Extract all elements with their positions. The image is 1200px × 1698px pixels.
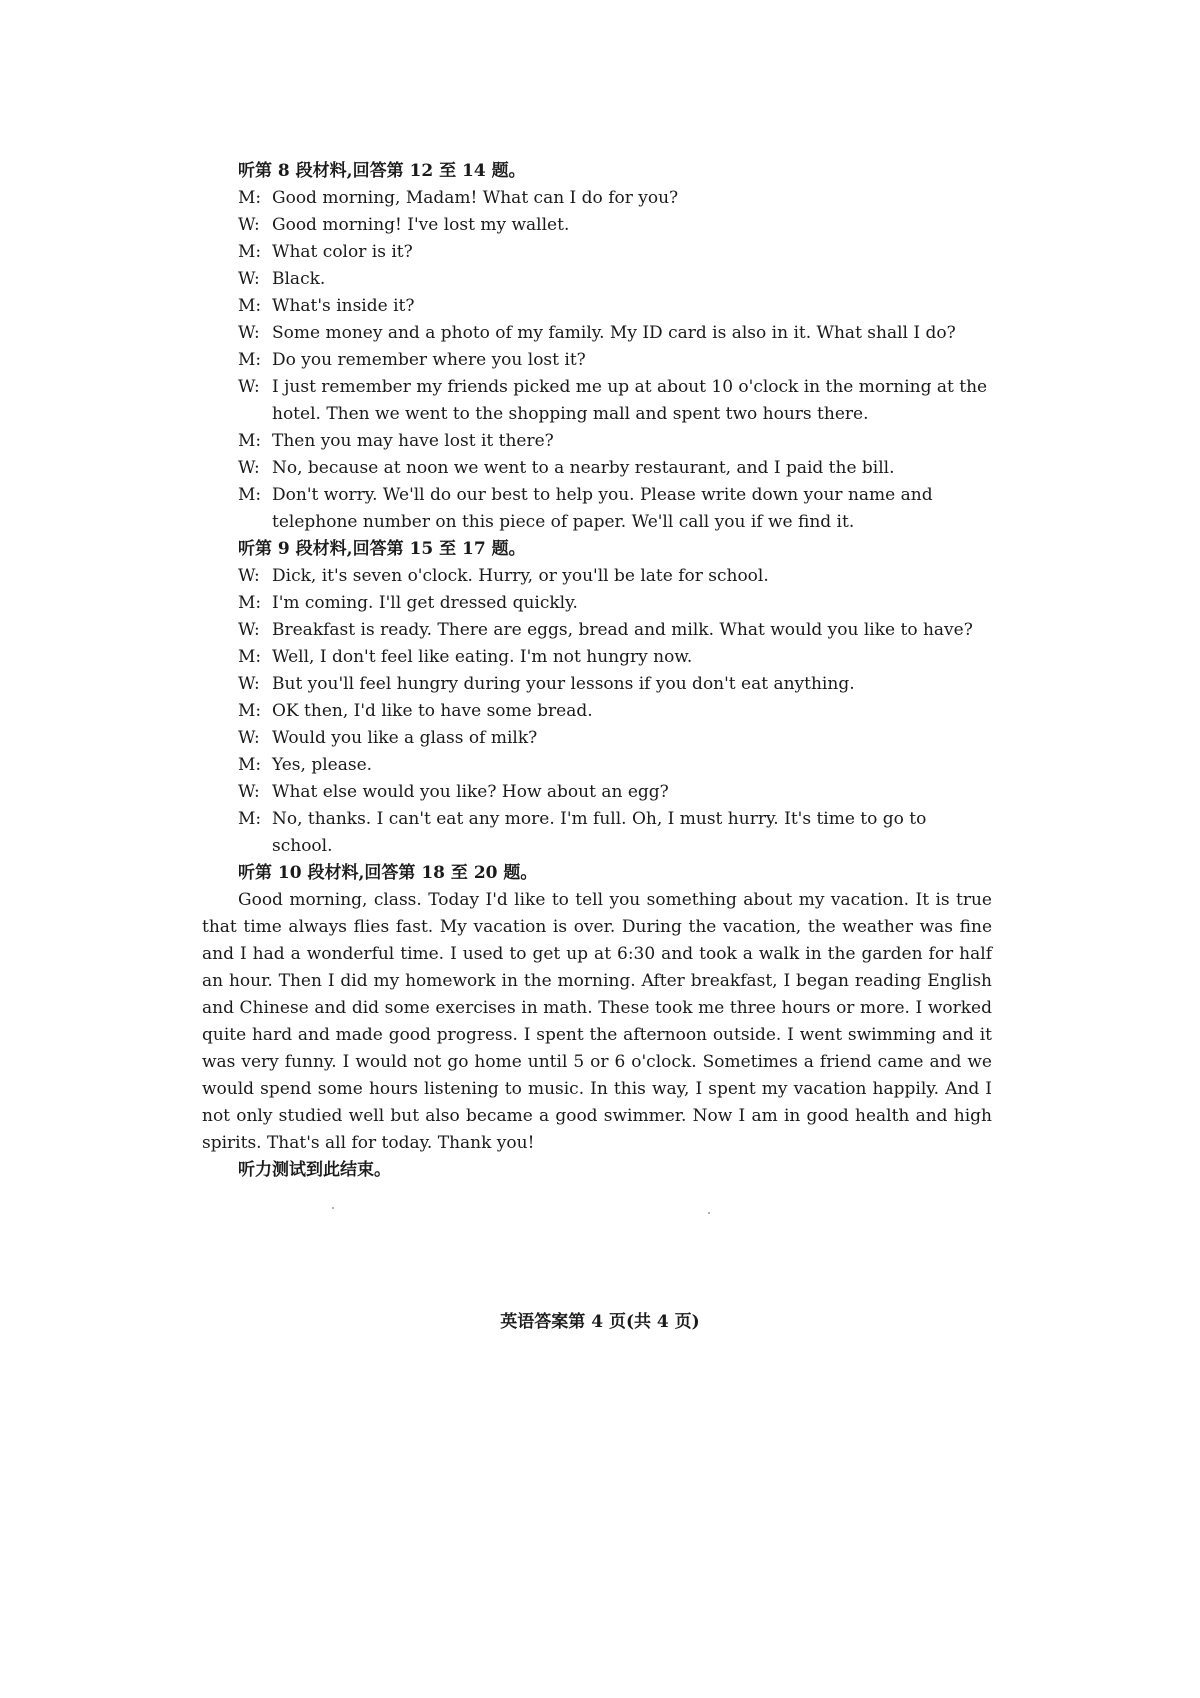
dialogue-line xyxy=(202,347,992,374)
dialogue-line xyxy=(202,563,992,590)
dialogue-line xyxy=(202,320,992,347)
speaker-label: W: xyxy=(238,674,260,694)
dialogue-line xyxy=(202,644,992,671)
utterance: I just remember my friends picked me up at about 10 o'clock in the morning at the hotel. Then we went to the shopping mall and spent two hours there. xyxy=(272,377,988,424)
speaker-label: M: xyxy=(238,593,262,613)
speaker-label: W: xyxy=(238,566,260,586)
utterance: Some money and a photo of my family. My ID card is also in it. What shall I do? xyxy=(272,323,956,343)
dialogue-line xyxy=(202,185,992,212)
dialogue-line xyxy=(202,482,992,536)
speaker-label: M: xyxy=(238,755,262,775)
utterance: What else would you like? How about an egg? xyxy=(272,782,669,802)
dialogue-line xyxy=(202,779,992,806)
speaker-label: M: xyxy=(238,188,262,208)
dialogue-line xyxy=(202,806,992,860)
section-heading: 听第 8 段材料,回答第 12 至 14 题。 xyxy=(238,161,526,181)
test-end-note: 听力测试到此结束。 xyxy=(238,1160,391,1180)
dialogue-line xyxy=(202,455,992,482)
utterance: Don't worry. We'll do our best to help you. Please write down your name and telephone number on this piece of paper. We'll call you if we find it. xyxy=(272,485,933,532)
utterance: Black. xyxy=(272,269,326,289)
utterance: But you'll feel hungry during your lessons if you don't eat anything. xyxy=(272,674,855,694)
speaker-label: M: xyxy=(238,647,262,667)
speaker-label: W: xyxy=(238,620,260,640)
utterance: What's inside it? xyxy=(272,296,415,316)
speaker-label: W: xyxy=(238,728,260,748)
dialogue-line xyxy=(202,698,992,725)
speaker-label: W: xyxy=(238,269,260,289)
utterance: Well, I don't feel like eating. I'm not hungry now. xyxy=(272,647,693,667)
speaker-label: W: xyxy=(238,458,260,478)
utterance: Do you remember where you lost it? xyxy=(272,350,586,370)
utterance: Good morning! I've lost my wallet. xyxy=(272,215,570,235)
utterance: Then you may have lost it there? xyxy=(272,431,554,451)
section-10 xyxy=(202,860,992,1157)
monologue-paragraph: Good morning, class. Today I'd like to tell you something about my vacation. It is true that time always flies fast. My vacation is over. During the vacation, the weather was fine and I had a wonderful time. I used to get up at 6:30 and took a walk in the garden for half an hour. Then I did my homework in the morning. After breakfast, I began reading English and Chinese and did some exercises in math. These took me three hours or more. I worked quite hard and made good progress. I spent the afternoon outside. I went swimming and it was very funny. I would not go home until 5 or 6 o'clock. Sometimes a friend came and we would spend some hours listening to music. In this way, I spent my vacation happily. And I not only studied well but also became a good swimmer. Now I am in good health and high spirits. That's all for today. Thank you! xyxy=(202,890,992,1153)
transcript-content xyxy=(202,158,992,1184)
utterance: Dick, it's seven o'clock. Hurry, or you'll be late for school. xyxy=(272,566,769,586)
speaker-label: M: xyxy=(238,350,262,370)
speaker-label: M: xyxy=(238,296,262,316)
speaker-label: W: xyxy=(238,323,260,343)
speaker-label: W: xyxy=(238,377,260,397)
section-8 xyxy=(202,158,992,536)
dialogue-line xyxy=(202,590,992,617)
section-heading: 听第 10 段材料,回答第 18 至 20 题。 xyxy=(238,863,538,883)
utterance: Yes, please. xyxy=(272,755,373,775)
dialogue-line xyxy=(202,428,992,455)
section-9 xyxy=(202,536,992,860)
speaker-label: W: xyxy=(238,215,260,235)
speaker-label: M: xyxy=(238,242,262,262)
dialogue-line xyxy=(202,671,992,698)
utterance: Breakfast is ready. There are eggs, bread and milk. What would you like to have? xyxy=(272,620,973,640)
utterance: OK then, I'd like to have some bread. xyxy=(272,701,593,721)
dialogue-line xyxy=(202,239,992,266)
utterance: No, because at noon we went to a nearby restaurant, and I paid the bill. xyxy=(272,458,895,478)
dialogue-line xyxy=(202,293,992,320)
dialogue-line xyxy=(202,725,992,752)
utterance: What color is it? xyxy=(272,242,413,262)
dialogue-line xyxy=(202,266,992,293)
speaker-label: W: xyxy=(238,782,260,802)
speaker-label: M: xyxy=(238,485,262,505)
dialogue-line xyxy=(202,374,992,428)
section-heading: 听第 9 段材料,回答第 15 至 17 题。 xyxy=(238,539,526,559)
utterance: Good morning, Madam! What can I do for you? xyxy=(272,188,679,208)
scan-speck xyxy=(332,1207,334,1209)
scan-speck xyxy=(708,1212,710,1214)
utterance: Would you like a glass of milk? xyxy=(272,728,538,748)
utterance: No, thanks. I can't eat any more. I'm full. Oh, I must hurry. It's time to go to school. xyxy=(272,809,927,856)
page-footer: 英语答案第 4 页(共 4 页) xyxy=(500,1312,700,1332)
utterance: I'm coming. I'll get dressed quickly. xyxy=(272,593,578,613)
dialogue-line xyxy=(202,212,992,239)
dialogue-line xyxy=(202,752,992,779)
speaker-label: M: xyxy=(238,431,262,451)
speaker-label: M: xyxy=(238,701,262,721)
dialogue-line xyxy=(202,617,992,644)
speaker-label: M: xyxy=(238,809,262,829)
